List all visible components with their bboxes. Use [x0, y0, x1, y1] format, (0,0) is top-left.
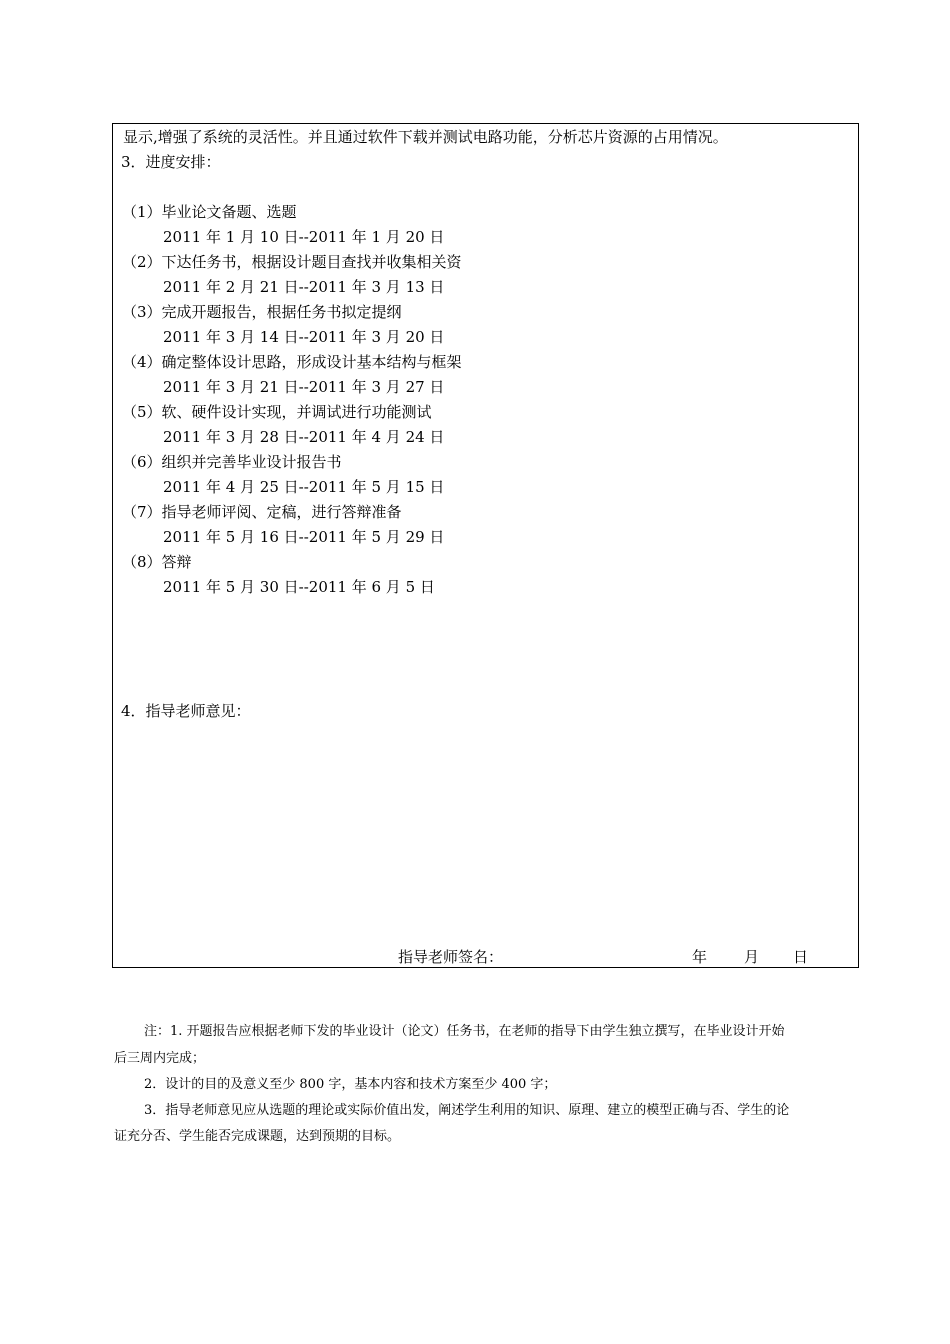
intro-line: 显示,增强了系统的灵活性。并且通过软件下载并测试电路功能，分析芯片资源的占用情况。	[123, 128, 728, 146]
date-day-label: 日	[793, 948, 809, 966]
note-1-line-2: 后三周内完成；	[114, 1051, 206, 1066]
schedule-task-5: （5）软、硬件设计实现，并调试进行功能测试	[122, 403, 432, 421]
schedule-task-6: （6）组织并完善毕业设计报告书	[122, 453, 342, 471]
date-year-label: 年	[692, 948, 708, 966]
section3-title: 3．进度安排：	[121, 153, 221, 171]
schedule-task-3: （3）完成开题报告，根据任务书拟定提纲	[122, 303, 402, 321]
note-3-line-1: 3．指导老师意见应从选题的理论或实际价值出发，阐述学生利用的知识、原理、建立的模型正确与否、学生的论	[144, 1103, 790, 1118]
schedule-date-4: 2011 年 3 月 21 日--2011 年 3 月 27 日	[163, 378, 445, 396]
note-2: 2．设计的目的及意义至少 800 字，基本内容和技术方案至少 400 字；	[144, 1077, 557, 1092]
schedule-task-4: （4）确定整体设计思路，形成设计基本结构与框架	[122, 353, 462, 371]
date-month-label: 月	[744, 948, 760, 966]
schedule-date-1: 2011 年 1 月 10 日--2011 年 1 月 20 日	[163, 228, 445, 246]
note-3-line-2: 证充分否、学生能否完成课题，达到预期的目标。	[114, 1129, 401, 1144]
schedule-date-8: 2011 年 5 月 30 日--2011 年 6 月 5 日	[163, 578, 435, 596]
schedule-date-5: 2011 年 3 月 28 日--2011 年 4 月 24 日	[163, 428, 445, 446]
note-1-line-1: 注：1. 开题报告应根据老师下发的毕业设计（论文）任务书，在老师的指导下由学生独立撰写，在毕业设计开始	[144, 1024, 785, 1039]
schedule-task-7: （7）指导老师评阅、定稿，进行答辩准备	[122, 503, 402, 521]
schedule-task-8: （8）答辩	[122, 553, 192, 571]
schedule-date-7: 2011 年 5 月 16 日--2011 年 5 月 29 日	[163, 528, 445, 546]
schedule-date-6: 2011 年 4 月 25 日--2011 年 5 月 15 日	[163, 478, 445, 496]
schedule-date-3: 2011 年 3 月 14 日--2011 年 3 月 20 日	[163, 328, 445, 346]
schedule-date-2: 2011 年 2 月 21 日--2011 年 3 月 13 日	[163, 278, 445, 296]
signature-label: 指导老师签名：	[398, 948, 504, 966]
schedule-task-2: （2）下达任务书，根据设计题目查找并收集相关资	[122, 253, 462, 271]
schedule-task-1: （1）毕业论文备题、选题	[122, 203, 297, 221]
section4-title: 4．指导老师意见：	[121, 702, 251, 720]
